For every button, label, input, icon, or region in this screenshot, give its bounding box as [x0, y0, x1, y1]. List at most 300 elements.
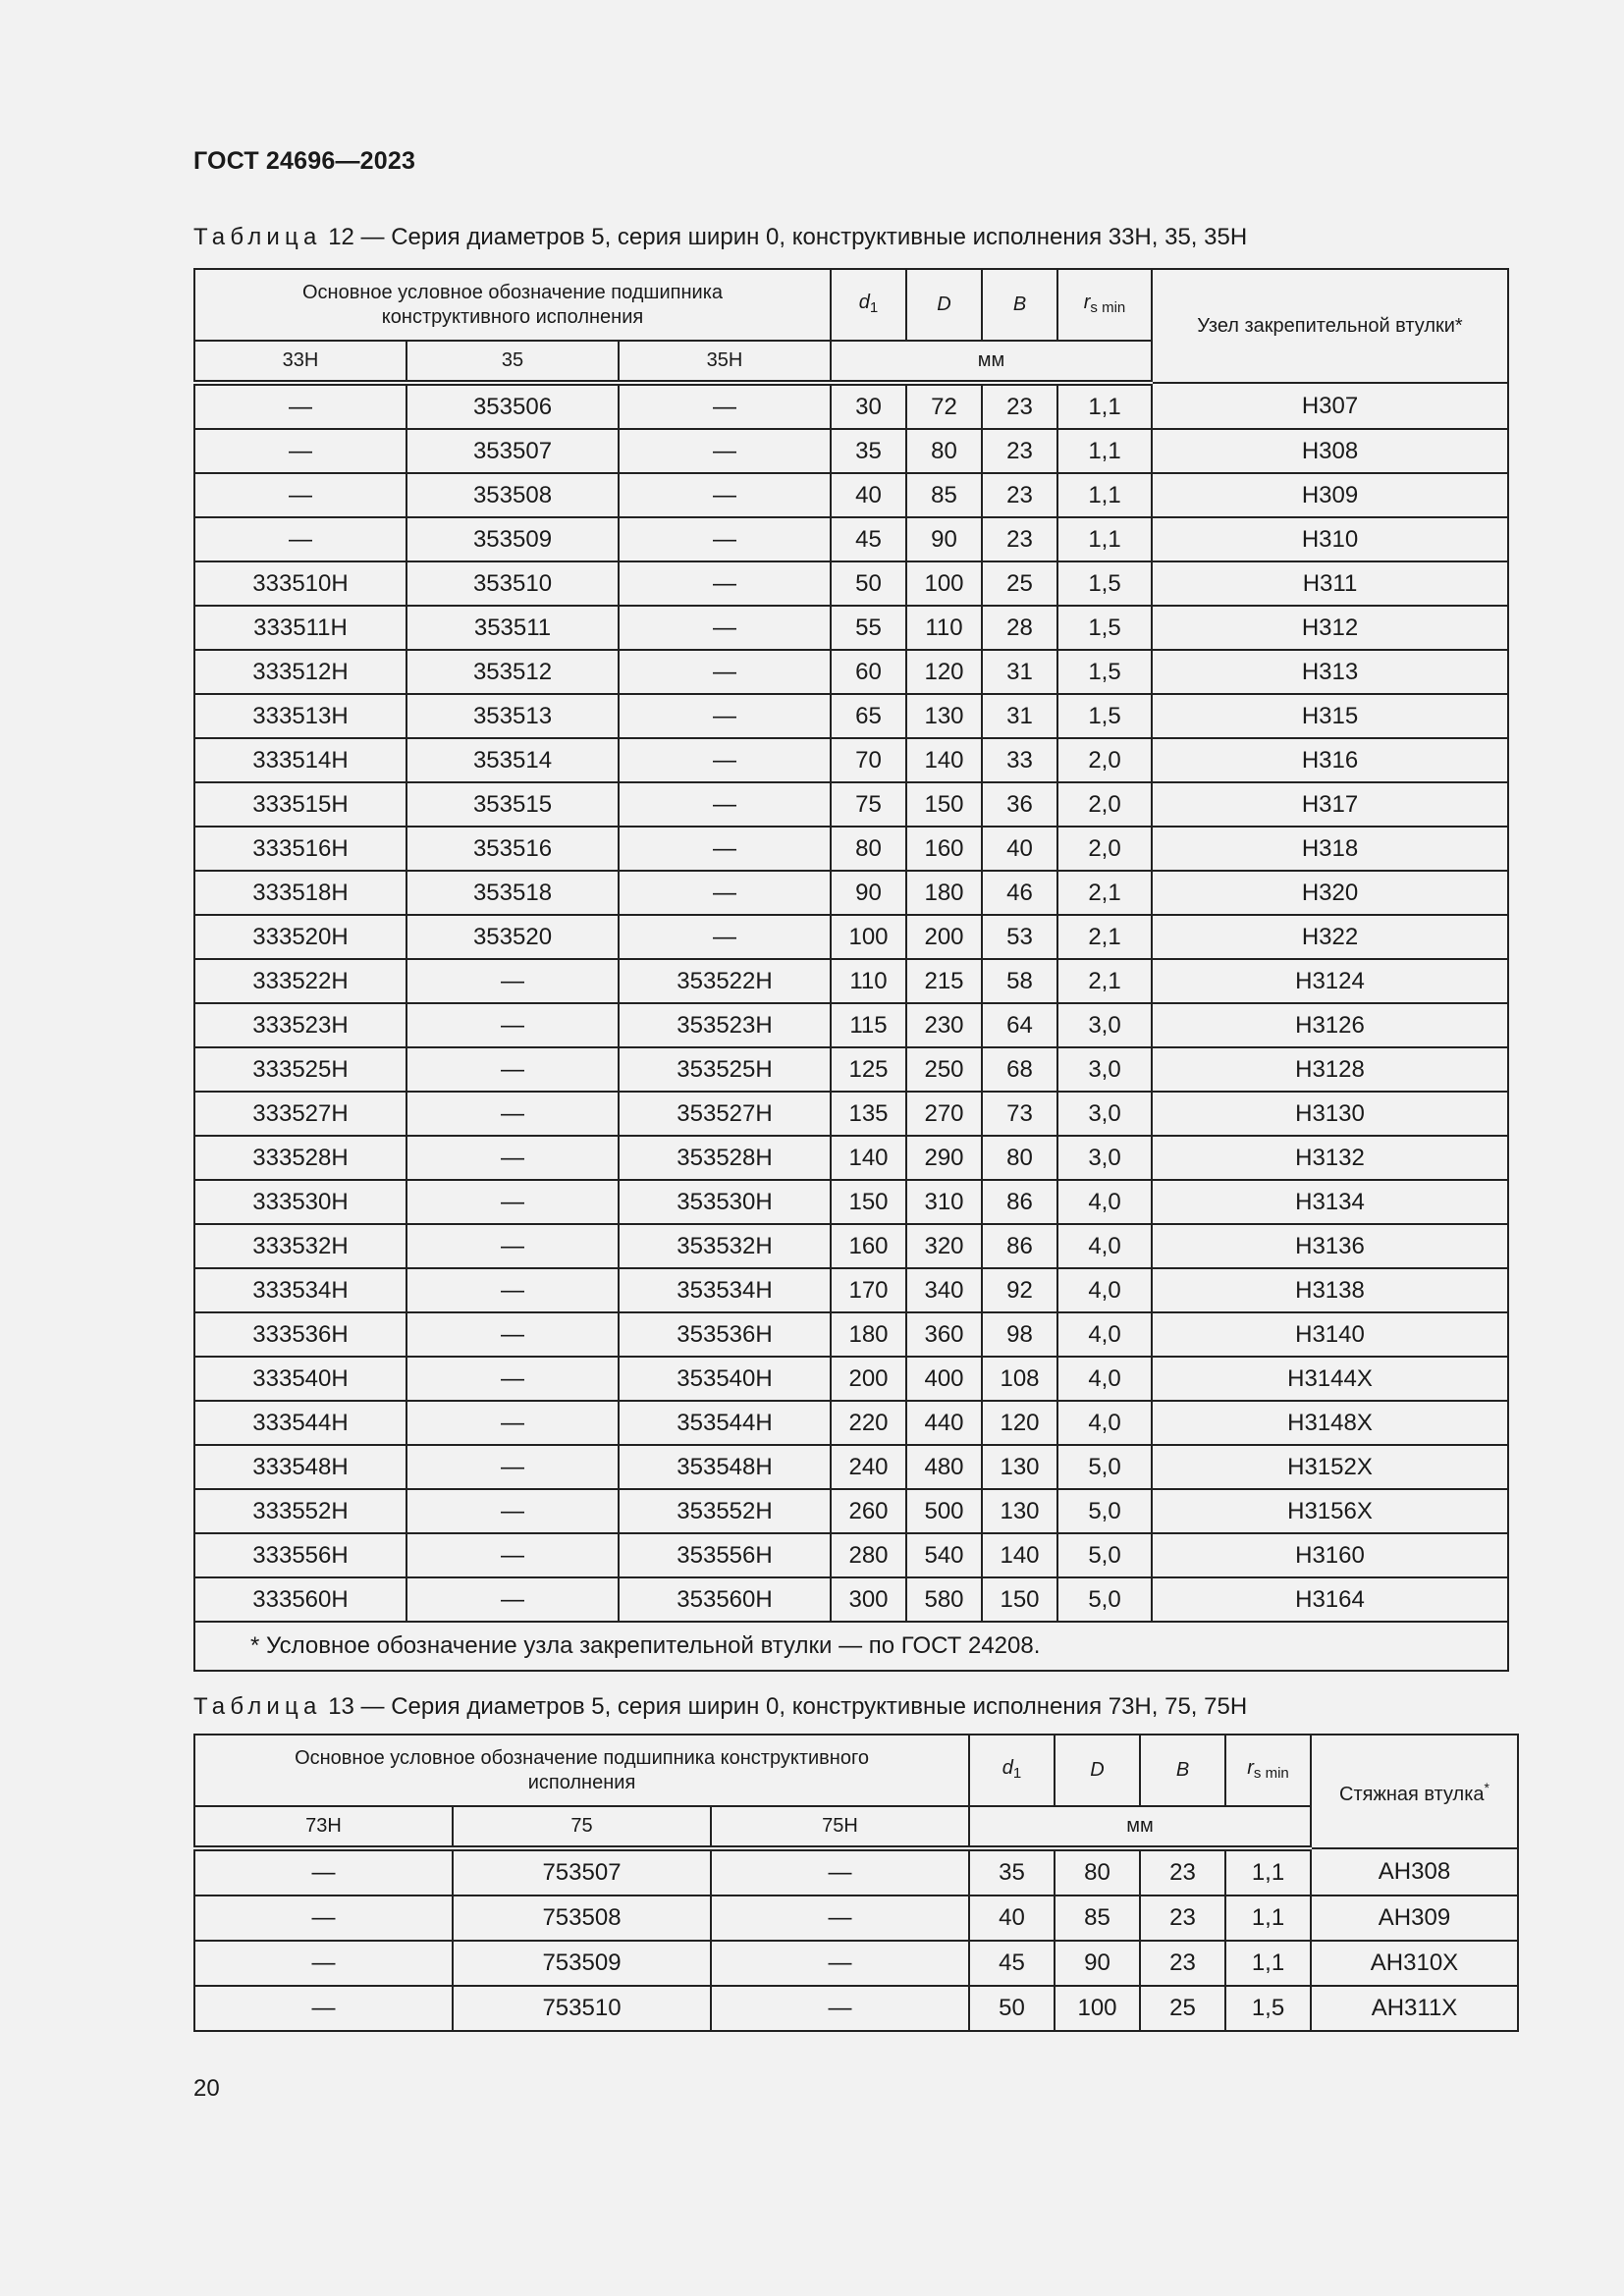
- table-cell: —: [619, 383, 831, 429]
- table13-caption-text: 13 — Серия диаметров 5, серия ширин 0, конструктивные исполнения 73Н, 75, 75Н: [328, 1693, 1248, 1720]
- table-cell: 80: [1055, 1848, 1140, 1896]
- table-cell: 333548Н: [194, 1445, 406, 1489]
- table-cell: 333527Н: [194, 1092, 406, 1136]
- table-cell: 353525Н: [619, 1047, 831, 1092]
- table12: [193, 268, 1509, 1672]
- table-cell: —: [406, 1092, 619, 1136]
- table12-header-35n: 35Н: [619, 341, 831, 383]
- table-cell: —: [194, 1986, 453, 2031]
- table-cell: 45: [969, 1941, 1055, 1986]
- table-cell: 180: [831, 1312, 906, 1357]
- table-cell: 1,5: [1057, 561, 1152, 606]
- table-cell: 1,5: [1057, 650, 1152, 694]
- table-cell: —: [619, 738, 831, 782]
- table-row: [194, 650, 1508, 694]
- table13-header-73n: 73Н: [194, 1806, 453, 1848]
- table-row: [194, 1357, 1508, 1401]
- table-cell: 108: [982, 1357, 1057, 1401]
- table-cell: 4,0: [1057, 1357, 1152, 1401]
- table-cell: 23: [982, 383, 1057, 429]
- table-cell: Н313: [1152, 650, 1508, 694]
- table-cell: 73: [982, 1092, 1057, 1136]
- table-cell: 68: [982, 1047, 1057, 1092]
- table-cell: 333544Н: [194, 1401, 406, 1445]
- table-cell: 353548Н: [619, 1445, 831, 1489]
- table-cell: —: [711, 1941, 969, 1986]
- table-cell: 150: [906, 782, 982, 827]
- table-cell: 30: [831, 383, 906, 429]
- table-cell: Н3138: [1152, 1268, 1508, 1312]
- table-cell: 55: [831, 606, 906, 650]
- table-cell: 333556Н: [194, 1533, 406, 1577]
- table-cell: 270: [906, 1092, 982, 1136]
- table-cell: 353507: [406, 429, 619, 473]
- table-cell: —: [194, 1848, 453, 1896]
- table-cell: 333523Н: [194, 1003, 406, 1047]
- table-cell: 333513Н: [194, 694, 406, 738]
- table-cell: 85: [906, 473, 982, 517]
- table-cell: АН310Х: [1311, 1941, 1518, 1986]
- table-cell: 1,1: [1057, 429, 1152, 473]
- table-cell: 130: [906, 694, 982, 738]
- table-cell: 360: [906, 1312, 982, 1357]
- table-cell: —: [406, 1180, 619, 1224]
- table-cell: 1,1: [1225, 1896, 1311, 1941]
- table-row: [194, 473, 1508, 517]
- table-cell: 4,0: [1057, 1312, 1152, 1357]
- table-cell: —: [619, 827, 831, 871]
- table-row: [194, 1445, 1508, 1489]
- table-cell: 353508: [406, 473, 619, 517]
- table-cell: 36: [982, 782, 1057, 827]
- table-cell: Н3140: [1152, 1312, 1508, 1357]
- table-cell: 23: [1140, 1941, 1225, 1986]
- table-row: [194, 1003, 1508, 1047]
- table-cell: 480: [906, 1445, 982, 1489]
- table-cell: 353552Н: [619, 1489, 831, 1533]
- table-cell: 200: [831, 1357, 906, 1401]
- table-cell: 753509: [453, 1941, 711, 1986]
- table-cell: 353516: [406, 827, 619, 871]
- table-cell: 353560Н: [619, 1577, 831, 1622]
- table-cell: 85: [1055, 1896, 1140, 1941]
- table-cell: 110: [831, 959, 906, 1003]
- table-cell: Н3132: [1152, 1136, 1508, 1180]
- table-cell: 280: [831, 1533, 906, 1577]
- table-cell: —: [194, 473, 406, 517]
- table-row: [194, 1941, 1518, 1986]
- table-cell: 353544Н: [619, 1401, 831, 1445]
- table-cell: 353506: [406, 383, 619, 429]
- table-cell: 98: [982, 1312, 1057, 1357]
- table-cell: —: [619, 694, 831, 738]
- table-cell: 333510Н: [194, 561, 406, 606]
- table-cell: 353556Н: [619, 1533, 831, 1577]
- table-cell: Н3144Х: [1152, 1357, 1508, 1401]
- table-cell: 215: [906, 959, 982, 1003]
- table-cell: 31: [982, 694, 1057, 738]
- table-cell: 28: [982, 606, 1057, 650]
- table13-caption-word: Таблица: [193, 1693, 322, 1720]
- table-row: [194, 1180, 1508, 1224]
- table-cell: 333528Н: [194, 1136, 406, 1180]
- table-cell: 120: [982, 1401, 1057, 1445]
- table-cell: 2,1: [1057, 959, 1152, 1003]
- table-cell: 353536Н: [619, 1312, 831, 1357]
- table-cell: 70: [831, 738, 906, 782]
- table-cell: 580: [906, 1577, 982, 1622]
- table-cell: Н3156Х: [1152, 1489, 1508, 1533]
- table-cell: 45: [831, 517, 906, 561]
- table-cell: 23: [982, 473, 1057, 517]
- table-cell: 310: [906, 1180, 982, 1224]
- table-row: [194, 871, 1508, 915]
- table-cell: 500: [906, 1489, 982, 1533]
- table-cell: Н316: [1152, 738, 1508, 782]
- table-cell: 1,1: [1225, 1941, 1311, 1986]
- table-cell: 290: [906, 1136, 982, 1180]
- table-cell: 60: [831, 650, 906, 694]
- table-cell: Н311: [1152, 561, 1508, 606]
- table-cell: 2,0: [1057, 738, 1152, 782]
- table-cell: 353534Н: [619, 1268, 831, 1312]
- table-cell: 46: [982, 871, 1057, 915]
- table-row: [194, 782, 1508, 827]
- table-cell: 2,0: [1057, 782, 1152, 827]
- table-cell: —: [406, 1401, 619, 1445]
- table13-header-D: D: [1055, 1735, 1140, 1806]
- table-cell: 240: [831, 1445, 906, 1489]
- table-cell: АН308: [1311, 1848, 1518, 1896]
- table-row: [194, 1533, 1508, 1577]
- table-cell: 90: [1055, 1941, 1140, 1986]
- table12-header-35: 35: [406, 341, 619, 383]
- table-cell: —: [194, 1941, 453, 1986]
- table-cell: 353518: [406, 871, 619, 915]
- table-cell: Н322: [1152, 915, 1508, 959]
- table-cell: Н3130: [1152, 1092, 1508, 1136]
- table-cell: 353522Н: [619, 959, 831, 1003]
- table-row: [194, 1136, 1508, 1180]
- table-cell: Н320: [1152, 871, 1508, 915]
- table-cell: —: [711, 1896, 969, 1941]
- table13-group-header: Основное условное обозначение подшипника конструктивного исполнения: [194, 1735, 969, 1806]
- table-cell: —: [619, 871, 831, 915]
- table-cell: 90: [831, 871, 906, 915]
- table-cell: 50: [969, 1986, 1055, 2031]
- table-cell: 92: [982, 1268, 1057, 1312]
- table-cell: 200: [906, 915, 982, 959]
- table-cell: —: [406, 1445, 619, 1489]
- table-cell: 753507: [453, 1848, 711, 1896]
- table-cell: 340: [906, 1268, 982, 1312]
- table-cell: 5,0: [1057, 1577, 1152, 1622]
- table-cell: 80: [906, 429, 982, 473]
- table-cell: 333511Н: [194, 606, 406, 650]
- document-code: ГОСТ 24696—2023: [193, 147, 416, 175]
- page-number: 20: [193, 2075, 220, 2102]
- table-cell: —: [406, 1136, 619, 1180]
- table-cell: 75: [831, 782, 906, 827]
- table-cell: 3,0: [1057, 1136, 1152, 1180]
- table-cell: 160: [831, 1224, 906, 1268]
- table-cell: —: [619, 473, 831, 517]
- table-row: [194, 827, 1508, 871]
- table-cell: 35: [969, 1848, 1055, 1896]
- table-cell: 1,5: [1057, 694, 1152, 738]
- table-cell: Н3164: [1152, 1577, 1508, 1622]
- table13-header-rs-min: $r_{s min}$: [1225, 1735, 1311, 1806]
- table-cell: АН311Х: [1311, 1986, 1518, 2031]
- table-row: [194, 1896, 1518, 1941]
- table-cell: 170: [831, 1268, 906, 1312]
- table-cell: 33: [982, 738, 1057, 782]
- table13-header-unit: мм: [969, 1806, 1311, 1848]
- table-cell: —: [406, 1047, 619, 1092]
- table12-group-header: Основное условное обозначение подшипника конструктивного исполнения: [194, 269, 831, 341]
- table-cell: 65: [831, 694, 906, 738]
- table-cell: —: [619, 650, 831, 694]
- table-cell: Н315: [1152, 694, 1508, 738]
- table-cell: Н3160: [1152, 1533, 1508, 1577]
- table-cell: 333532Н: [194, 1224, 406, 1268]
- table-cell: 50: [831, 561, 906, 606]
- table-cell: —: [711, 1986, 969, 2031]
- table-cell: 353532Н: [619, 1224, 831, 1268]
- table-cell: 333560Н: [194, 1577, 406, 1622]
- table-cell: 333522Н: [194, 959, 406, 1003]
- table-cell: 1,1: [1057, 383, 1152, 429]
- table-row: [194, 1577, 1508, 1622]
- table-cell: 86: [982, 1180, 1057, 1224]
- table12-header-rs-min: $r_{s min}$: [1057, 269, 1152, 341]
- table-cell: —: [619, 606, 831, 650]
- table-cell: 753508: [453, 1896, 711, 1941]
- table-row: [194, 915, 1508, 959]
- table-cell: 150: [982, 1577, 1057, 1622]
- table-cell: 3,0: [1057, 1047, 1152, 1092]
- table-cell: —: [406, 1003, 619, 1047]
- table-cell: 86: [982, 1224, 1057, 1268]
- table-row: [194, 1268, 1508, 1312]
- table-cell: 333512Н: [194, 650, 406, 694]
- table-row: [194, 1401, 1508, 1445]
- table13-header-d1: $d_1$: [969, 1735, 1055, 1806]
- table-cell: 333530Н: [194, 1180, 406, 1224]
- table-cell: 25: [1140, 1986, 1225, 2031]
- table-cell: 100: [831, 915, 906, 959]
- table-cell: —: [406, 959, 619, 1003]
- table-cell: 353528Н: [619, 1136, 831, 1180]
- table12-header-unit: мм: [831, 341, 1152, 383]
- table-cell: Н309: [1152, 473, 1508, 517]
- table12-caption: [193, 224, 1247, 251]
- table12-caption-text: 12 — Серия диаметров 5, серия ширин 0, конструктивные исполнения 33Н, 35, 35Н: [328, 224, 1248, 250]
- table-cell: 540: [906, 1533, 982, 1577]
- table-cell: Н317: [1152, 782, 1508, 827]
- table-cell: 353523Н: [619, 1003, 831, 1047]
- table-cell: 353540Н: [619, 1357, 831, 1401]
- table-cell: 31: [982, 650, 1057, 694]
- table-cell: Н310: [1152, 517, 1508, 561]
- table-row: [194, 959, 1508, 1003]
- table-cell: 125: [831, 1047, 906, 1092]
- table-cell: АН309: [1311, 1896, 1518, 1941]
- table-cell: 353514: [406, 738, 619, 782]
- table-cell: Н3126: [1152, 1003, 1508, 1047]
- table13-body: [194, 1848, 1518, 2031]
- table-cell: 333520Н: [194, 915, 406, 959]
- table-cell: 150: [831, 1180, 906, 1224]
- table-cell: 100: [1055, 1986, 1140, 2031]
- table-cell: 2,0: [1057, 827, 1152, 871]
- table-row: [194, 383, 1508, 429]
- table-cell: 1,5: [1057, 606, 1152, 650]
- table-cell: Н3148Х: [1152, 1401, 1508, 1445]
- table-cell: 110: [906, 606, 982, 650]
- table-cell: 80: [982, 1136, 1057, 1180]
- table-cell: 353510: [406, 561, 619, 606]
- table-cell: 300: [831, 1577, 906, 1622]
- table-cell: 5,0: [1057, 1489, 1152, 1533]
- table-row: [194, 694, 1508, 738]
- table-cell: 35: [831, 429, 906, 473]
- table13-header-75n: 75Н: [711, 1806, 969, 1848]
- table-cell: 333525Н: [194, 1047, 406, 1092]
- table-row: [194, 1047, 1508, 1092]
- table12-caption-word: Таблица: [193, 224, 322, 250]
- table-cell: —: [406, 1312, 619, 1357]
- table-cell: 40: [831, 473, 906, 517]
- table-cell: 4,0: [1057, 1224, 1152, 1268]
- table-cell: —: [406, 1268, 619, 1312]
- table-cell: 353530Н: [619, 1180, 831, 1224]
- table-cell: 333514Н: [194, 738, 406, 782]
- table-cell: —: [406, 1533, 619, 1577]
- table12-footnote: * Условное обозначение узла закрепительной втулки — по ГОСТ 24208.: [194, 1622, 1508, 1671]
- table-cell: 25: [982, 561, 1057, 606]
- table-cell: 250: [906, 1047, 982, 1092]
- table-cell: 3,0: [1057, 1092, 1152, 1136]
- table-cell: Н312: [1152, 606, 1508, 650]
- table-cell: —: [194, 517, 406, 561]
- table-cell: —: [619, 915, 831, 959]
- table-cell: —: [406, 1489, 619, 1533]
- table12-header-d1: $d_1$: [831, 269, 906, 341]
- table-cell: —: [194, 383, 406, 429]
- table13-header-75: 75: [453, 1806, 711, 1848]
- table-cell: Н307: [1152, 383, 1508, 429]
- table-cell: 140: [831, 1136, 906, 1180]
- table-cell: —: [619, 782, 831, 827]
- table-cell: 4,0: [1057, 1401, 1152, 1445]
- table-row: [194, 738, 1508, 782]
- table-cell: 140: [906, 738, 982, 782]
- table-cell: 115: [831, 1003, 906, 1047]
- table-cell: 333534Н: [194, 1268, 406, 1312]
- table-cell: 2,1: [1057, 871, 1152, 915]
- table-cell: 72: [906, 383, 982, 429]
- table12-body: [194, 383, 1508, 1622]
- table-cell: 5,0: [1057, 1445, 1152, 1489]
- table-cell: 333515Н: [194, 782, 406, 827]
- table-cell: Н3134: [1152, 1180, 1508, 1224]
- table-cell: 230: [906, 1003, 982, 1047]
- table-cell: Н308: [1152, 429, 1508, 473]
- table12-header-B: B: [982, 269, 1057, 341]
- table-cell: —: [406, 1224, 619, 1268]
- table-cell: —: [406, 1357, 619, 1401]
- table-cell: 2,1: [1057, 915, 1152, 959]
- table-cell: 23: [982, 517, 1057, 561]
- table-cell: 353520: [406, 915, 619, 959]
- table-cell: 400: [906, 1357, 982, 1401]
- table-cell: 1,1: [1057, 473, 1152, 517]
- table-cell: 320: [906, 1224, 982, 1268]
- table13-caption: [193, 1693, 1247, 1721]
- table-cell: —: [619, 429, 831, 473]
- table-cell: 440: [906, 1401, 982, 1445]
- table-cell: 53: [982, 915, 1057, 959]
- table-cell: 353515: [406, 782, 619, 827]
- table-cell: 333552Н: [194, 1489, 406, 1533]
- table-cell: 333536Н: [194, 1312, 406, 1357]
- table-cell: 130: [982, 1489, 1057, 1533]
- table-cell: 40: [982, 827, 1057, 871]
- table-row: [194, 1312, 1508, 1357]
- table-cell: 353512: [406, 650, 619, 694]
- table-cell: 4,0: [1057, 1180, 1152, 1224]
- table-row: [194, 429, 1508, 473]
- table-cell: 1,1: [1225, 1848, 1311, 1896]
- table-cell: 5,0: [1057, 1533, 1152, 1577]
- table-cell: 40: [969, 1896, 1055, 1941]
- table-cell: 64: [982, 1003, 1057, 1047]
- table-row: [194, 1986, 1518, 2031]
- table-cell: 90: [906, 517, 982, 561]
- table-cell: —: [194, 429, 406, 473]
- table-cell: 1,1: [1057, 517, 1152, 561]
- table-cell: Н3136: [1152, 1224, 1508, 1268]
- table-cell: 220: [831, 1401, 906, 1445]
- table-row: [194, 1224, 1508, 1268]
- table13: [193, 1734, 1519, 2032]
- table-cell: 4,0: [1057, 1268, 1152, 1312]
- table-cell: —: [619, 561, 831, 606]
- table-cell: 753510: [453, 1986, 711, 2031]
- table12-header-sleeve: Узел закрепительной втулки*: [1152, 269, 1508, 383]
- table-cell: 130: [982, 1445, 1057, 1489]
- table-cell: 23: [1140, 1896, 1225, 1941]
- table-cell: 353509: [406, 517, 619, 561]
- table-cell: 135: [831, 1092, 906, 1136]
- table-row: [194, 1489, 1508, 1533]
- table-cell: 180: [906, 871, 982, 915]
- table-row: [194, 517, 1508, 561]
- table-cell: 353511: [406, 606, 619, 650]
- table-row: [194, 561, 1508, 606]
- table-cell: 260: [831, 1489, 906, 1533]
- table-row: [194, 1092, 1508, 1136]
- table-cell: 1,5: [1225, 1986, 1311, 2031]
- table-cell: 23: [982, 429, 1057, 473]
- table13-header-sleeve: Стяжная втулка*: [1311, 1735, 1518, 1848]
- table12-header-33n: 33Н: [194, 341, 406, 383]
- table-cell: Н3152Х: [1152, 1445, 1508, 1489]
- table-row: [194, 1848, 1518, 1896]
- table-cell: —: [406, 1577, 619, 1622]
- table-cell: 353513: [406, 694, 619, 738]
